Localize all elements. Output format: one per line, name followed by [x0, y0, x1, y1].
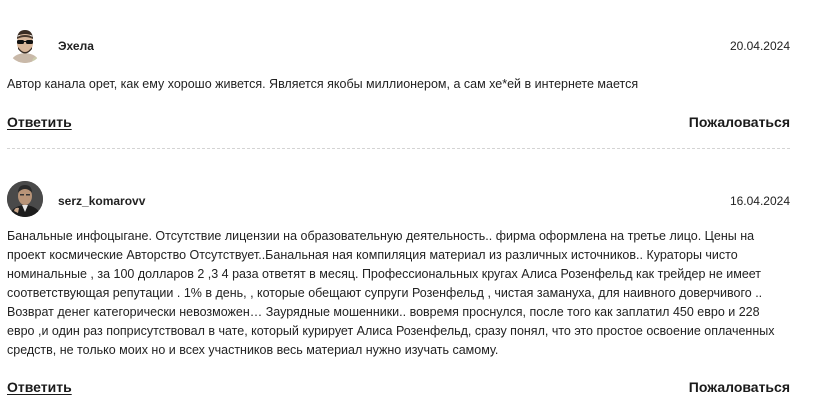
comment-author: Эхела — [58, 39, 94, 53]
comment-date: 20.04.2024 — [729, 39, 790, 53]
report-button[interactable]: Пожаловаться — [688, 379, 790, 395]
avatar[interactable] — [7, 181, 43, 217]
reply-button[interactable]: Ответить — [7, 114, 72, 130]
comment-header — [7, 181, 790, 221]
comment-date: 16.04.2024 — [729, 194, 790, 208]
comment-actions — [7, 114, 790, 134]
user-avatar-icon — [7, 27, 43, 63]
comment-item — [7, 27, 790, 134]
comment-item — [7, 181, 790, 399]
comment-text: Автор канала орет, как ему хорошо живется. Является якобы миллионером, а сам хе*ей в интернете мается — [7, 77, 639, 91]
reply-button[interactable]: Ответить — [7, 379, 72, 395]
report-button[interactable]: Пожаловаться — [688, 114, 790, 130]
user-avatar-icon — [7, 181, 43, 217]
comment-author: serz_komarovv — [58, 194, 146, 208]
comment-actions — [7, 379, 790, 399]
comment-text: Банальные инфоцыгане. Отсутствие лицензии на образовательную деятельность.. фирма оформлена на третье лицо. Цены на проект космические Авторство Отсутствует..Банальная ная компиляция материал из различных источников.. Кураторы чисто номинальные , за 100 долларов 2 ,3 4 раза ответят в месяц. Профессиональных кругах Алиса Розенфельд как трейдер не имеет соответствующая репутации . 1% в день, , которые обещают супруги Розенфельд , чистая замануха, для наивного доверчивого .. Возврат денег категорически невозможен… Заурядные мошенники.. вовремя проснулся, после того как заплатил 450 евро и 228 евро ,и один раз поприсутствовал в чате, который курирует Алиса Розенфельд, сразу понял, что это простое освоение оплаченных средств, не только моих но и всех участников весь материал нужно изучать самому. — [7, 229, 775, 357]
comment-header — [7, 27, 790, 67]
avatar[interactable] — [7, 27, 43, 63]
comment-divider — [7, 148, 790, 149]
